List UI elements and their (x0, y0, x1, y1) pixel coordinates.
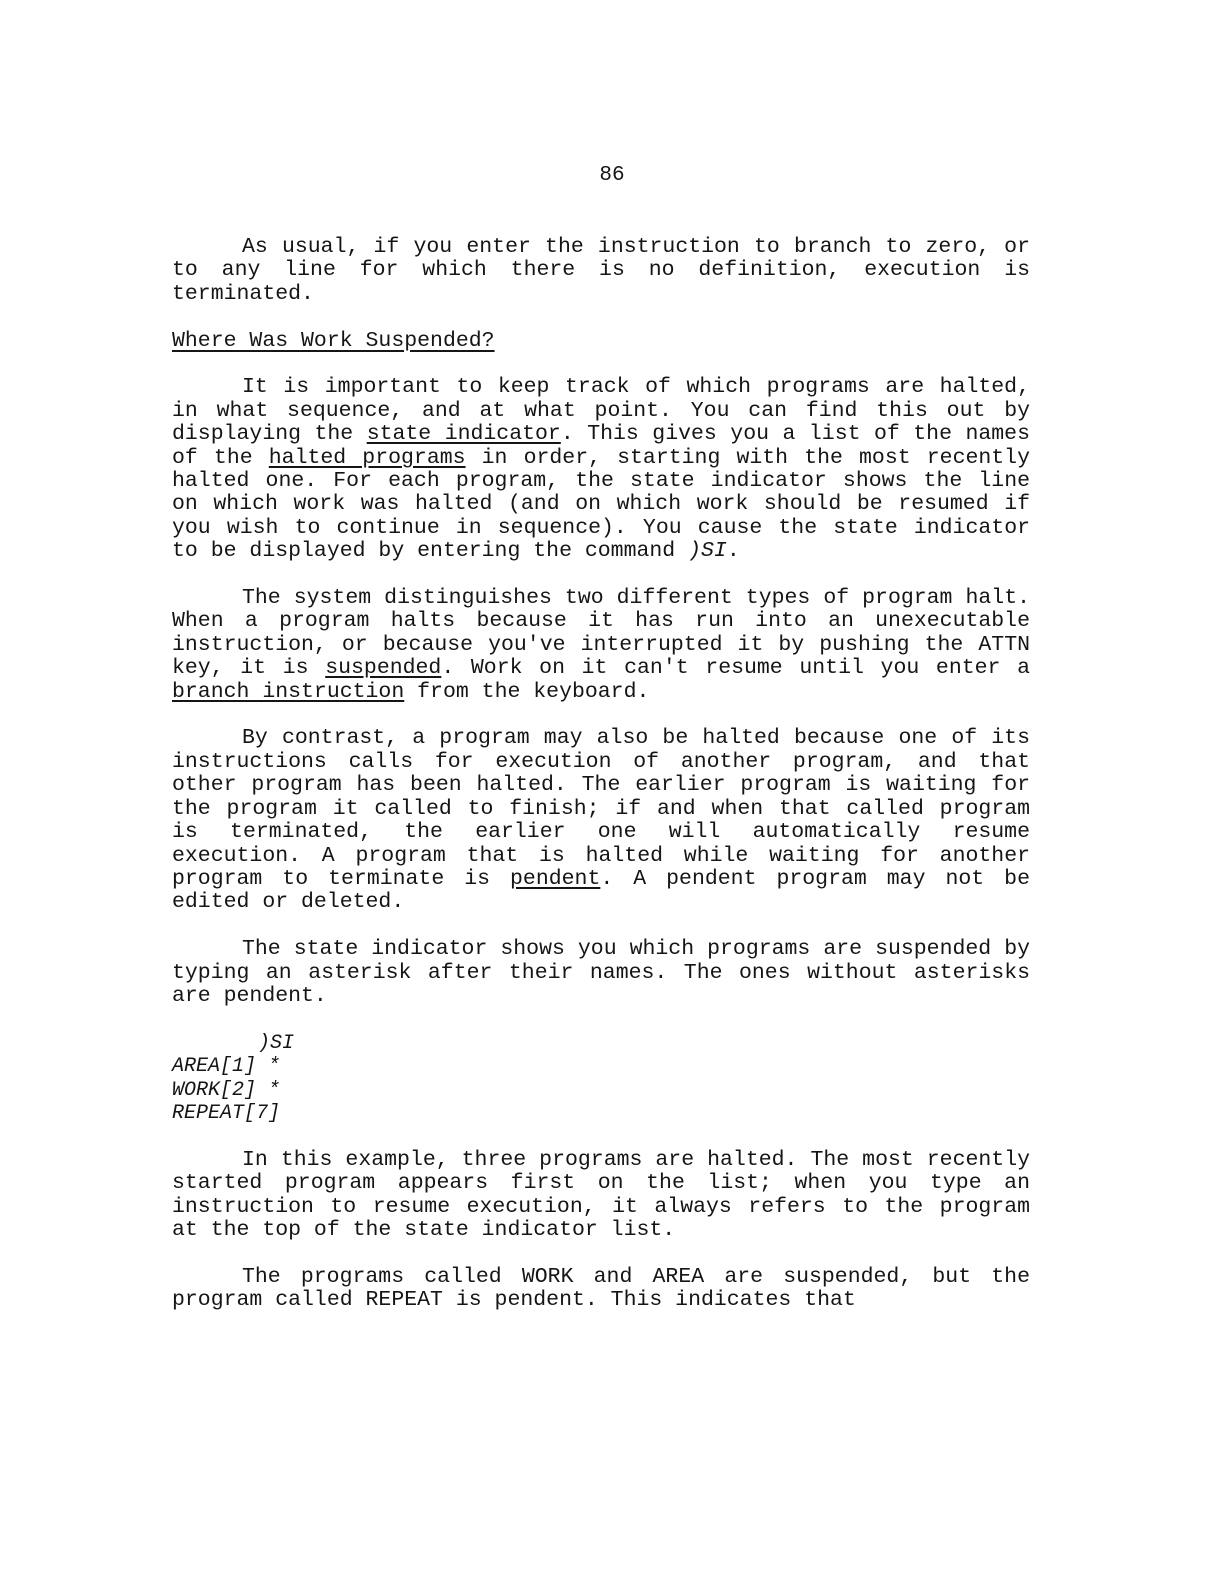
term-state-indicator: state indicator (366, 422, 561, 447)
paragraph-suspended (172, 587, 1030, 704)
intro-paragraph: As usual, if you enter the instruction to branch to zero, or to any line for which there is no definition, execution is terminated. (172, 235, 1030, 306)
code-command: )SI (258, 1031, 295, 1055)
paragraph-final: The programs called WORK and AREA are suspended, but the program called REPEAT is pendent. This indicates that (172, 1264, 1030, 1313)
term-suspended: suspended (325, 656, 442, 681)
paragraph-example: In this example, three programs are halted. The most recently started program appears first on the list; when you type an instruction to resume execution, it always refers to the program at the top of the state indicator list. (172, 1147, 1030, 1242)
term-halted-programs: halted programs (268, 445, 466, 470)
term-branch-instruction: branch instruction (172, 679, 405, 704)
text-run: in order, starting with the most recently halted one. For each program, the state indicator shows the line on which work was halted (and on which work should be resumed if you wish to continue in sequence). You cause the state indicator to be displayed by entering the command (172, 445, 1030, 564)
section-heading: Where Was Work Suspended? (172, 328, 495, 353)
body-text (172, 236, 1030, 1336)
text-run: . Work on it can't resume until you enter a (441, 656, 1030, 681)
code-example (172, 1032, 1030, 1126)
paragraph-pendent (172, 727, 1030, 914)
text-run: By contrast, a program may also be halted because one of its instructions calls for execution of another program, and that other program has been halted. The earlier program is waiting for the program it called to finish; if and when that called program is terminated, the earlier one will automatically resume execution. A program that is halted while waiting for another program to terminate is (172, 726, 1030, 891)
text-run: from the keyboard. (404, 679, 650, 704)
command-si: )SI (688, 539, 727, 564)
paragraph-asterisk: The state indicator shows you which programs are suspended by typing an asterisk after their names. The ones without asterisks are pendent. (172, 937, 1030, 1008)
term-pendent: pendent (510, 866, 601, 891)
code-line-area: AREA[1] * (172, 1055, 281, 1079)
paragraph-state-indicator (172, 376, 1030, 563)
text-run: . A pendent program may not be edited or deleted. (172, 866, 1030, 915)
code-line-repeat: REPEAT[7] (172, 1101, 281, 1125)
text-run: The system distinguishes two different types of program halt. When a program halts because it has run into an unexecutable instruction, or because you've interrupted it by pushing the ATTN key, it is (172, 586, 1030, 681)
text-run: . (726, 539, 740, 564)
text-run: . This gives you a list of the names of the (172, 422, 1030, 470)
code-line-work: WORK[2] * (172, 1078, 281, 1102)
page-number: 86 (599, 164, 625, 187)
text-run: It is important to keep track of which programs are halted, in what sequence, and at what point. You can find this out by displaying the (172, 375, 1030, 447)
